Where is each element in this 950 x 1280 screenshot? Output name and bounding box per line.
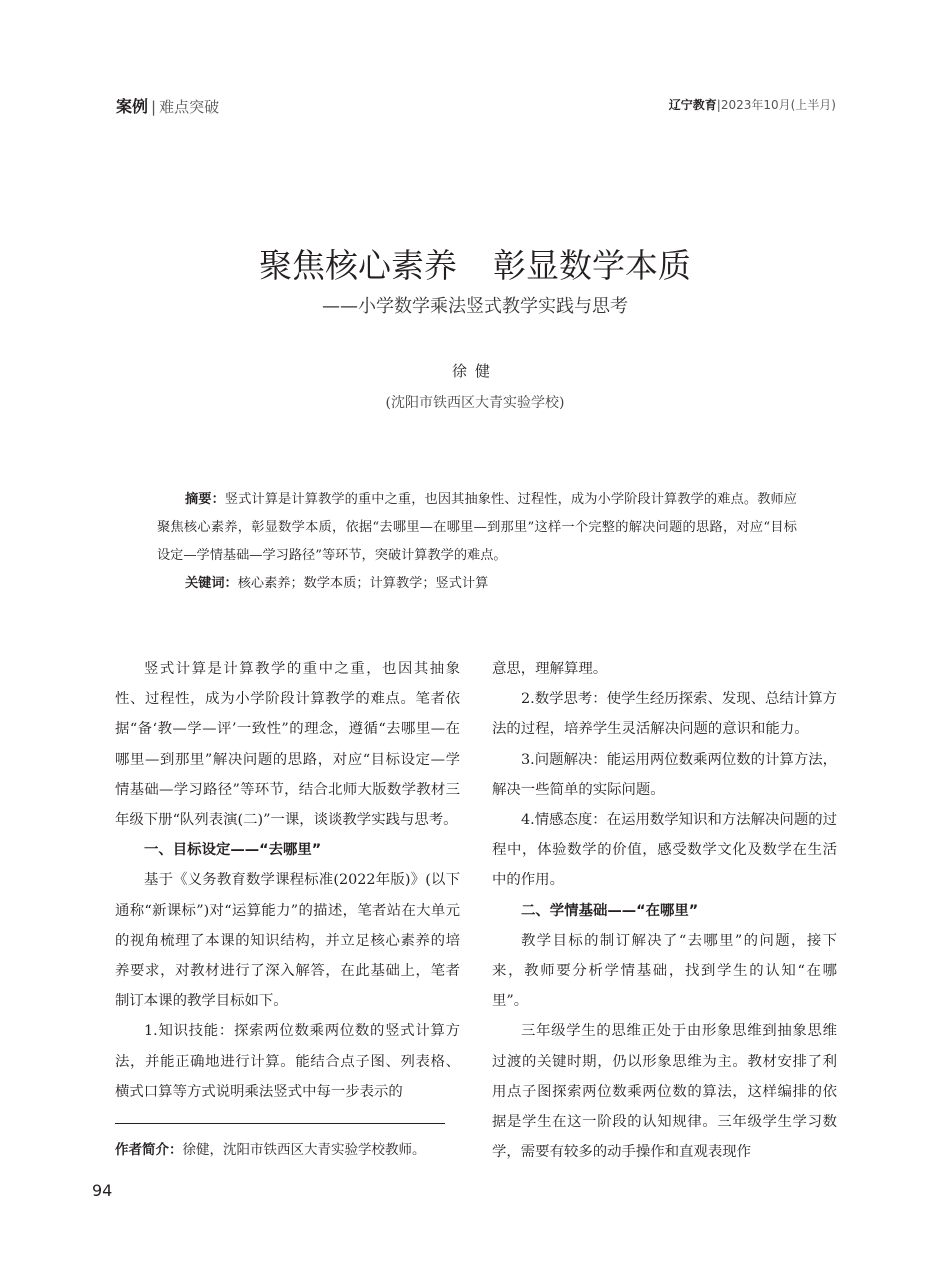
page-number: 94 (92, 1181, 113, 1200)
footnote-rule (115, 1123, 445, 1124)
body-paragraph: 竖式计算是计算教学的重中之重，也因其抽象性、过程性，成为小学阶段计算教学的难点。笔者依据“备‘教—学—评’一致性”的理念，遵循“去哪里—在哪里—到那里”解决问题的思路，对应“目标设定—学情基础—学习路径”等环节，结合北师大版数学教材三年级下册“队列表演(二)”一课，谈谈教学实践与思考。 (115, 661, 460, 829)
section-label: 难点突破 (159, 98, 220, 116)
body-paragraph: 三年级学生的思维正处于由形象思维到抽象思维过渡的关键时期，仍以形象思维为主。教材安排了利用点子图探索两位数乘两位数的算法，这样编排的依据是学生在这一阶段的认知规律。三年级学生学习数学，需要有较多的动手操作和直观表现作 (492, 1023, 837, 1161)
abstract-text: 竖式计算是计算教学的重中之重，也因其抽象性、过程性，成为小学阶段计算教学的难点。教师应聚焦核心素养，彰显数学本质，依据“去哪里—在哪里—到那里”这样一个完整的解决问题的思路，对应“目标设定—学情基础—学习路径”等环节，突破计算教学的难点。 (157, 492, 797, 563)
journal-name: 辽宁教育 (668, 98, 717, 112)
body-paragraph: 基于《义务教育数学课程标准(2022年版)》(以下通称“新课标”)对“运算能力”的描述，笔者站在大单元的视角梳理了本课的知识结构，并立足核心素养的培养要求，对教材进行了深入解答，在此基础上，笔者制订本课的教学目标如下。 (115, 872, 460, 1010)
bio-text: 徐健，沈阳市铁西区大青实验学校教师。 (182, 1142, 426, 1158)
abstract-block (157, 486, 797, 598)
body-column-left (115, 654, 460, 1107)
keywords-text: 核心素养；数学本质；计算教学；竖式计算 (237, 576, 489, 591)
keywords-label: 关键词： (185, 576, 238, 591)
article-subtitle: ——小学数学乘法竖式教学实践与思考 (322, 296, 628, 317)
body-paragraph: 意思，理解算理。 (492, 661, 608, 677)
author-affiliation: (沈阳市铁西区大青实验学校) (385, 395, 565, 411)
issue-date: 2023年10月(上半月) (720, 98, 836, 112)
abstract-paragraph (157, 486, 797, 570)
body-column-right (492, 654, 837, 1167)
title-part-1: 聚焦核心素养 (259, 246, 457, 285)
body-paragraph: 教学目标的制订解决了“去哪里”的问题，接下来，教师要分析学情基础，找到学生的认知“在哪里”。 (492, 932, 837, 1010)
title-part-2: 彰显数学本质 (493, 246, 691, 285)
article-title (0, 240, 950, 287)
abstract-label: 摘要： (185, 492, 225, 507)
section-heading-1: 一、目标设定——“去哪里” (144, 842, 322, 859)
body-paragraph: 4.情感态度：在运用数学知识和方法解决问题的过程中，体验数学的价值，感受数学文化及数学在生活中的作用。 (492, 812, 837, 889)
section-heading-2: 二、学情基础——“在哪里” (521, 902, 699, 919)
bio-label: 作者简介： (115, 1142, 183, 1158)
author-name: 徐健 (451, 362, 498, 380)
category-label: 案例 (116, 97, 149, 116)
body-paragraph: 1.知识技能：探索两位数乘两位数的竖式计算方法，并能正确地进行计算。能结合点子图、列表格、横式口算等方式说明乘法竖式中每一步表示的 (115, 1023, 460, 1100)
body-paragraph: 3.问题解决：能运用两位数乘两位数的计算方法，解决一些简单的实际问题。 (492, 751, 837, 798)
header-separator: | (151, 98, 157, 116)
keywords-paragraph (157, 570, 797, 598)
section-header (116, 94, 219, 117)
author-bio (115, 1138, 426, 1158)
journal-header (669, 96, 836, 113)
journal-separator: | (716, 98, 721, 112)
body-paragraph: 2.数学思考：使学生经历探索、发现、总结计算方法的过程，培养学生灵活解决问题的意识和能力。 (492, 691, 837, 738)
